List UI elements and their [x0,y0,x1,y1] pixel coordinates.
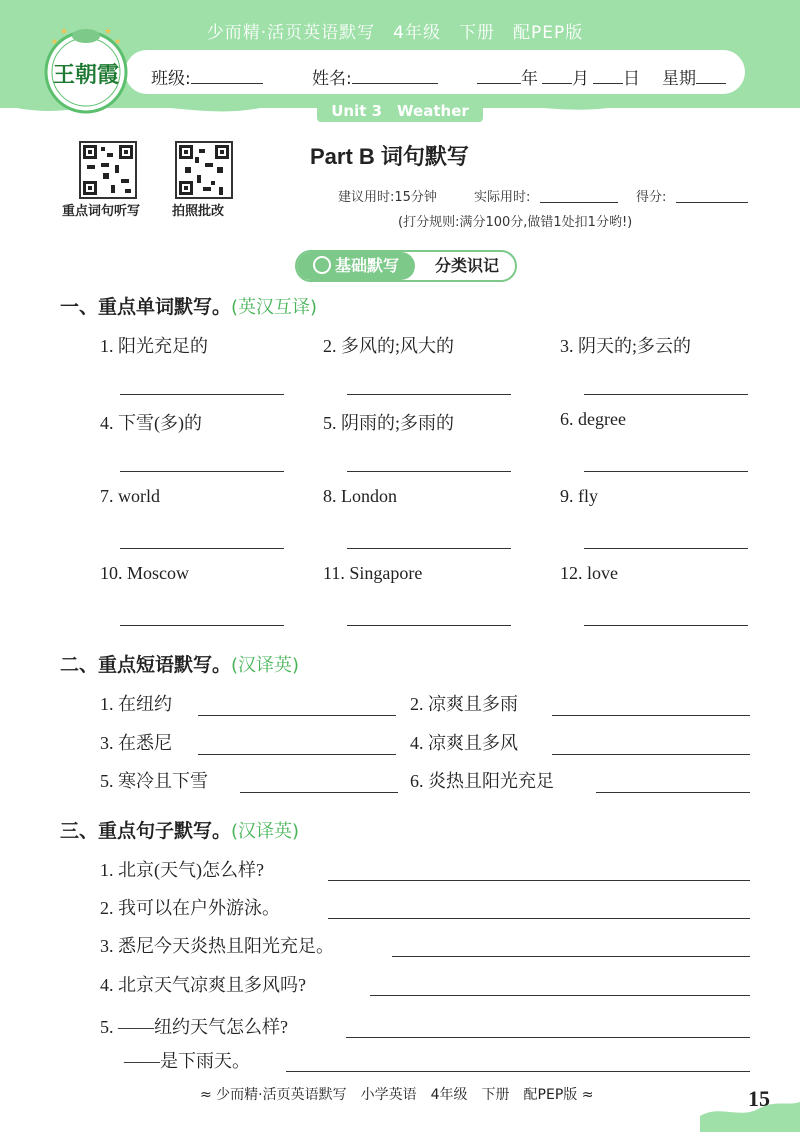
word-item-label: 12. love [560,563,618,583]
sentence-item-label: 5. ——纽约天气怎么样? [100,1017,288,1037]
actual-time-field[interactable] [540,202,618,203]
word-item-label: 8. London [323,486,397,506]
phrase-answer-line[interactable] [596,792,750,793]
day-label: 日 [623,69,640,89]
word-answer-line[interactable] [584,548,748,549]
word-item-label: 11. Singapore [323,563,423,583]
page-title: Part B 词句默写 [310,144,469,169]
badge-right-label: 分类识记 [434,256,499,275]
word-item-label: 1. 阳光充足的 [100,336,208,356]
score-label: 得分: [636,190,667,205]
sentence-item-label: 3. 悉尼今天炎热且阳光充足。 [100,936,334,956]
phrase-item-label: 6. 炎热且阳光充足 [410,771,554,791]
logo-text: 王朝霞 [52,62,120,88]
word-answer-line[interactable] [347,548,511,549]
footer-text: ≈ 少而精·活页英语默写 小学英语 4年级 下册 配PEP版 ≈ [200,1087,594,1103]
word-item-label: 7. world [100,486,160,506]
badge-basic-dictation [297,252,415,280]
weekday-label: 星期 [662,69,696,89]
day-field[interactable] [593,69,623,84]
sentence-item-label: 1. 北京(天气)怎么样? [100,860,264,880]
unit-banner: Unit 3 Weather [317,100,483,122]
section3-note: (汉译英) [231,821,300,842]
phrase-answer-line[interactable] [240,792,398,793]
name-label: 姓名: [312,69,352,89]
sentence-answer-line[interactable] [346,1037,750,1038]
class-label: 班级: [151,69,191,89]
word-answer-line[interactable] [584,471,748,472]
sentence-answer-line[interactable] [286,1071,750,1072]
actual-time-label: 实际用时: [474,190,531,205]
phrase-item-label: 4. 凉爽且多风 [410,733,518,753]
medal-icon [313,256,331,274]
class-field[interactable] [191,69,263,84]
sentence-answer-line[interactable] [370,995,750,996]
qr-label-dictation: 重点词句听写 [62,204,141,219]
month-label: 月 [572,69,589,89]
student-info-box [125,50,745,94]
sentence-item-label: 4. 北京天气凉爽且多风吗? [100,975,306,995]
year-label: 年 [521,69,538,89]
qr-label-photo-grading: 拍照批改 [172,204,225,219]
phrase-answer-line[interactable] [552,754,750,755]
section1-heading [60,292,317,319]
year-field[interactable] [477,69,521,84]
word-answer-line[interactable] [347,394,511,395]
section3-title: 三、重点句子默写。 [60,820,232,842]
word-answer-line[interactable] [120,471,284,472]
suggested-time: 建议用时:15分钟 [338,190,437,205]
qr-code-photo-grading[interactable] [175,141,233,199]
svg-text:★: ★ [114,37,122,46]
section2-note: (汉译英) [231,655,300,676]
word-item-label: 5. 阴雨的;多雨的 [323,413,455,433]
word-item-label: 6. degree [560,409,626,429]
word-item-label: 9. fly [560,486,598,506]
phrase-item-label: 3. 在悉尼 [100,733,172,753]
month-field[interactable] [542,69,572,84]
word-answer-line[interactable] [347,625,511,626]
brand-logo [38,22,134,118]
sentence-item-label: ——是下雨天。 [124,1051,250,1071]
qr-code-dictation[interactable] [79,141,137,199]
section-badge [295,250,517,282]
section2-heading [60,650,299,677]
phrase-item-label: 1. 在纽约 [100,694,172,714]
phrase-item-label: 5. 寒冷且下雪 [100,771,208,791]
word-item-label: 3. 阴天的;多云的 [560,336,692,356]
section2-title: 二、重点短语默写。 [60,654,232,676]
svg-text:★: ★ [60,27,69,37]
badge-left-label: 基础默写 [334,256,399,275]
word-answer-line[interactable] [120,548,284,549]
phrase-answer-line[interactable] [198,754,396,755]
score-field[interactable] [676,202,748,203]
sentence-answer-line[interactable] [328,880,750,881]
section1-title: 一、重点单词默写。 [60,296,232,318]
word-answer-line[interactable] [120,625,284,626]
word-answer-line[interactable] [584,625,748,626]
word-answer-line[interactable] [120,394,284,395]
phrase-item-label: 2. 凉爽且多雨 [410,694,518,714]
name-field[interactable] [352,69,438,84]
word-answer-line[interactable] [347,471,511,472]
word-item-label: 4. 下雪(多)的 [100,413,202,433]
scoring-rule: (打分规则:满分100分,做错1处扣1分哟!) [398,215,633,230]
phrase-answer-line[interactable] [198,715,396,716]
word-item-label: 2. 多风的;风大的 [323,336,455,356]
sentence-answer-line[interactable] [392,956,750,957]
svg-text:★: ★ [51,37,59,46]
section1-note: (英汉互译) [231,297,318,318]
page-number: 15 [748,1086,770,1111]
sentence-answer-line[interactable] [328,918,750,919]
phrase-answer-line[interactable] [552,715,750,716]
word-answer-line[interactable] [584,394,748,395]
series-title: 少而精·活页英语默写 4年级 下册 配PEP版 [206,23,584,43]
word-item-label: 10. Moscow [100,563,189,583]
weekday-field[interactable] [696,69,726,84]
section3-heading [60,816,299,843]
sentence-item-label: 2. 我可以在户外游泳。 [100,898,280,918]
svg-text:★: ★ [104,27,113,37]
